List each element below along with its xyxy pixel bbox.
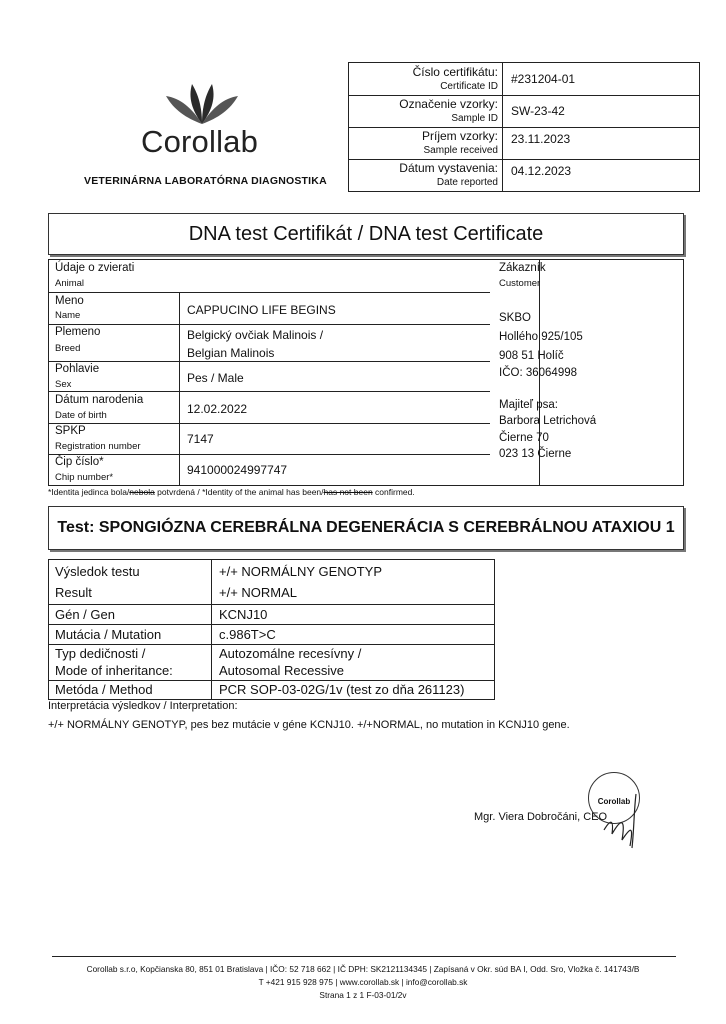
meta-label: Príjem vzorky: xyxy=(421,129,498,143)
name-label-en: Name xyxy=(55,310,81,321)
test-title: Test: SPONGIÓZNA CEREBRÁLNA DEGENERÁCIA S CEREBRÁLNOU ATAXIOU 1 xyxy=(57,519,675,536)
customer-line: SKBO xyxy=(499,312,531,324)
result-table xyxy=(48,559,495,700)
meta-row-sample-received xyxy=(349,127,699,160)
meta-label-en: Sample received xyxy=(423,145,498,156)
registration-label: SPKP xyxy=(55,425,86,437)
customer-line: IČO: 36064998 xyxy=(499,367,578,379)
sample-id-value: SW-23-42 xyxy=(511,104,565,118)
mutation-label: Mutácia / Mutation xyxy=(55,627,162,642)
test-title-box xyxy=(48,506,684,550)
dob-value: 12.02.2022 xyxy=(187,402,248,416)
chip-label-en: Chip number* xyxy=(55,472,114,483)
breed-value: Belgický ovčiak Malinois / xyxy=(187,328,324,342)
certificate-id-value: #231204-01 xyxy=(511,72,576,86)
chip-label: Čip číslo* xyxy=(55,456,104,468)
footnote-part: confirmed. xyxy=(372,487,415,497)
footnote-struck: has not been xyxy=(323,487,373,497)
registration-value: 7147 xyxy=(187,432,214,446)
certificate-title: DNA test Certifikát / DNA test Certificate xyxy=(188,223,544,245)
column-divider xyxy=(211,560,212,699)
certificate-meta-table xyxy=(348,62,700,192)
meta-label: Číslo certifikátu: xyxy=(412,65,498,79)
owner-line: Čierne 70 xyxy=(499,432,549,444)
breed-label: Plemeno xyxy=(55,326,101,338)
signature-icon xyxy=(600,790,650,850)
footer-contact: T +421 915 928 975 | www.corollab.sk | info@corollab.sk xyxy=(258,977,468,987)
sex-label: Pohlavie xyxy=(55,363,100,375)
sample-received-value: 23.11.2023 xyxy=(511,132,571,146)
inheritance-value: Autozomálne recesívny / xyxy=(219,646,362,661)
sex-label-en: Sex xyxy=(55,379,72,390)
inheritance-label-en: Mode of inheritance: xyxy=(55,663,173,678)
row-divider xyxy=(49,324,490,325)
date-reported-value: 04.12.2023 xyxy=(511,164,572,178)
row-divider xyxy=(49,624,494,625)
logo-subtitle: VETERINÁRNA LABORATÓRNA DIAGNOSTIKA xyxy=(84,175,327,187)
sex-value: Pes / Male xyxy=(187,371,244,385)
owner-label: Majiteľ psa: xyxy=(499,399,558,411)
stamp-text: Corollab xyxy=(597,797,631,806)
chip-value: 941000024997747 xyxy=(187,463,288,477)
footer-page: Strana 1 z 1 F-03-01/2v xyxy=(319,990,407,1000)
result-value-en: +/+ NORMAL xyxy=(219,585,298,600)
result-label-en: Result xyxy=(55,585,92,600)
meta-row-date-reported xyxy=(349,159,699,191)
meta-row-sample-id xyxy=(349,95,699,128)
identity-footnote xyxy=(48,487,415,497)
animal-heading: Údaje o zvierati xyxy=(55,262,135,274)
result-label: Výsledok testu xyxy=(55,564,140,579)
interpretation-label: Interpretácia výsledkov / Interpretation: xyxy=(48,700,238,712)
dob-label-en: Date of birth xyxy=(55,410,107,421)
footnote-part: potvrdená / *Identity of the animal has been/ xyxy=(154,487,324,497)
row-divider xyxy=(49,604,494,605)
owner-line: 023 13 Čierne xyxy=(499,448,572,460)
row-divider xyxy=(49,423,490,424)
customer-heading-en: Customer xyxy=(499,278,541,289)
animal-customer-table xyxy=(48,259,684,486)
method-value: PCR SOP-03-02G/1v (test zo dňa 261123) xyxy=(219,682,465,697)
owner-line: Barbora Letrichová xyxy=(499,415,597,427)
breed-label-en: Breed xyxy=(55,343,81,354)
label-divider xyxy=(179,292,180,485)
gene-label: Gén / Gen xyxy=(55,607,115,622)
customer-line: Hollého 925/105 xyxy=(499,331,583,343)
footnote-struck: nebola xyxy=(129,487,155,497)
row-divider xyxy=(49,454,490,455)
dob-label: Dátum narodenia xyxy=(55,394,144,406)
logo-mark-icon xyxy=(162,80,242,126)
animal-heading-en: Animal xyxy=(55,278,85,289)
meta-label-en: Sample ID xyxy=(451,113,498,124)
signer-name: Mgr. Viera Dobročáni, CEO xyxy=(474,811,608,823)
meta-label-en: Certificate ID xyxy=(440,81,498,92)
interpretation-text: +/+ NORMÁLNY GENOTYP, pes bez mutácie v géne KCNJ10. +/+NORMAL, no mutation in KCNJ10 gene. xyxy=(48,719,570,731)
mutation-value: c.986T>C xyxy=(219,627,276,642)
meta-row-certificate-id xyxy=(349,63,699,96)
row-divider xyxy=(49,391,490,392)
inheritance-value-en: Autosomal Recessive xyxy=(219,663,344,678)
result-value: +/+ NORMÁLNY GENOTYP xyxy=(219,564,383,579)
customer-heading: Zákazník xyxy=(499,262,546,274)
registration-label-en: Registration number xyxy=(55,441,141,452)
row-divider xyxy=(49,361,490,362)
certificate-title-box xyxy=(48,213,684,255)
breed-value-en: Belgian Malinois xyxy=(187,346,275,360)
row-divider xyxy=(49,680,494,681)
footer-divider xyxy=(52,956,676,957)
name-value: CAPPUCINO LIFE BEGINS xyxy=(187,303,336,317)
footnote-part: *Identita jedinca bola/ xyxy=(48,487,130,497)
row-divider xyxy=(49,644,494,645)
gene-value: KCNJ10 xyxy=(219,607,268,622)
row-divider xyxy=(49,292,490,293)
customer-line: 908 51 Holíč xyxy=(499,350,564,362)
method-label: Metóda / Method xyxy=(55,682,153,697)
inheritance-label: Typ dedičnosti / xyxy=(55,646,146,661)
footer-company: Corollab s.r.o, Kopčianska 80, 851 01 Bratislava | IČO: 52 718 662 | IČ DPH: SK2121134345 | Zapísaná v Okr. súd BA I, Odd. Sro, Vložka č. 141743/B xyxy=(86,964,640,974)
logo-name: Corollab xyxy=(141,124,259,159)
meta-label-en: Date reported xyxy=(436,177,498,188)
name-label: Meno xyxy=(55,295,84,307)
meta-label: Dátum vystavenia: xyxy=(399,161,498,175)
meta-label: Označenie vzorky: xyxy=(399,97,498,111)
